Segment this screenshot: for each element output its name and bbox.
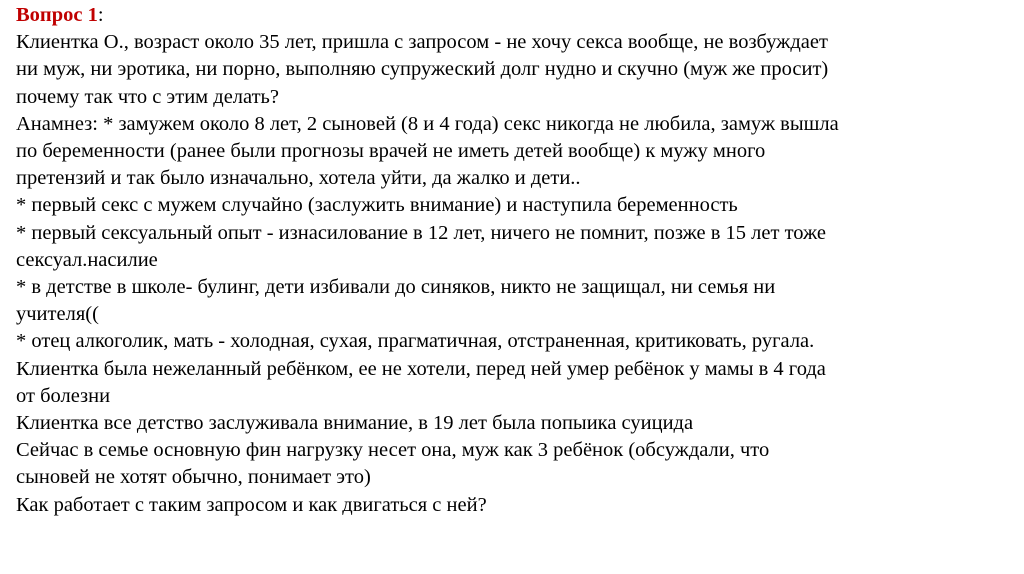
- text-line: сыновей не хотят обычно, понимает это): [16, 466, 371, 489]
- text-line: Сейчас в семье основную фин нагрузку несет она, муж как 3 ребёнок (обсуждали, что: [16, 439, 770, 462]
- text-line: Клиентка была нежеланный ребёнком, ее не хотели, перед ней умер ребёнок у мамы в 4 года: [16, 357, 826, 380]
- question-title-colon: :: [97, 4, 104, 26]
- text-line: ни муж, ни эротика, ни порно, выполняю супружеский долг нудно и скучно (муж же просит): [16, 58, 829, 81]
- text-line: * первый секс с мужем случайно (заслужить внимание) и наступила беременность: [16, 194, 738, 217]
- text-line: от болезни: [16, 384, 111, 407]
- text-line: Как работает с таким запросом и как двигаться с ней?: [16, 493, 487, 516]
- text-line: * первый сексуальный опыт - изнасилование в 12 лет, ничего не помнит, позже в 15 лет тоже: [16, 221, 827, 244]
- text-line: учителя((: [16, 303, 99, 326]
- text-line: почему так что с этим делать?: [16, 85, 279, 108]
- text-line: * отец алкоголик, мать - холодная, сухая, прагматичная, отстраненная, критиковать, ругала.: [16, 330, 815, 353]
- text-line: сексуал.насилие: [16, 248, 158, 271]
- text-line: Анамнез: * замужем около 8 лет, 2 сыновей (8 и 4 года) секс никогда не любила, замуж вышла: [16, 112, 839, 135]
- text-line: Клиентка О., возраст около 35 лет, пришла с запросом - не хочу секса вообще, не возбуждает: [16, 31, 828, 54]
- question-text-block: [16, 2, 1016, 519]
- text-line: * в детстве в школе- булинг, дети избивали до синяков, никто не защищал, ни семья ни: [16, 276, 776, 299]
- question-title: Вопрос 1: [16, 4, 98, 26]
- text-line: претензий и так было изначально, хотела уйти, да жалко и дети..: [16, 167, 581, 190]
- text-line: Клиентка все детство заслуживала внимание, в 19 лет была попыика суицида: [16, 412, 694, 435]
- text-line: по беременности (ранее были прогнозы врачей не иметь детей вообще) к мужу много: [16, 140, 766, 163]
- question-heading: [16, 2, 1016, 29]
